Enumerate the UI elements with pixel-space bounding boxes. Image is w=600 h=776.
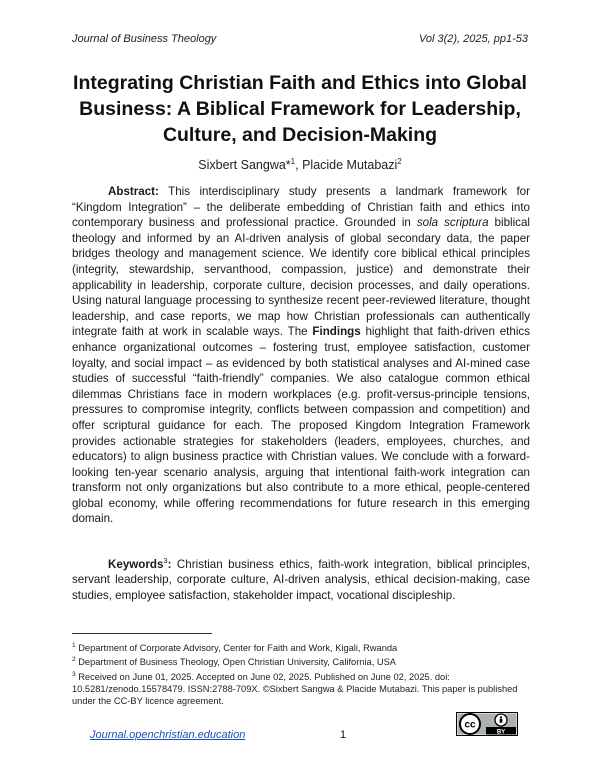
running-header-journal: Journal of Business Theology — [72, 33, 217, 45]
keywords — [72, 553, 530, 604]
footnote-text: Department of Corporate Advisory, Center for Faith and Work, Kigali, Rwanda — [75, 643, 398, 654]
footnote-text: Received on June 01, 2025. Accepted on June 02, 2025. Published on June 02, 2025. doi: 10.5281/zenodo.15578479. ISSN:2788-709X. ©Sixbert Sangwa & Placide Mutabazi. This paper is published under the CC-BY licence agreement. — [72, 671, 518, 707]
keywords-text: Christian business ethics, faith-work integration, biblical principles, servant leadership, corporate culture, AI-driven analysis, ethical decision-making, case studies, employee satisfaction, stakeholder impact, vocational discipleship. — [72, 557, 530, 603]
abstract-text: This interdisciplinary study presents a landmark framework for “Kingdom Integration” – the deliberate embedding of Christian faith and ethics into contemporary business and professional practice. Grounded in — [72, 185, 530, 230]
footnote-mark: 1 — [72, 642, 76, 649]
footnote — [72, 669, 530, 708]
footnote-mark: 1 — [290, 157, 296, 166]
keywords-colon: : — [167, 557, 172, 571]
abstract — [72, 184, 530, 527]
cc-icon-label: cc — [464, 719, 476, 731]
footnote-mark: 2 — [397, 157, 402, 166]
footnote-mark: 3 — [72, 670, 76, 678]
abstract-emphasis: sola scriptura — [416, 216, 489, 230]
footnote-text: Department of Business Theology, Open Christian University, California, USA — [75, 657, 396, 668]
journal-website-link[interactable]: Journal.openchristian.education — [90, 729, 246, 741]
author-name: Placide Mutabazi — [302, 158, 398, 173]
cc-by-license-badge[interactable] — [456, 712, 518, 736]
by-label: BY — [496, 729, 506, 736]
footnote-mark: 3 — [163, 556, 168, 565]
abstract-text: biblical theology and informed by an AI-driven analysis of global secondary data, the paper bridges theology and management science. We identify core biblical ethical principles (integrity, stewardship, servanthood, compassion, justice) and demonstrate their applicability in leadership, corporate culture, decision processes, and daily operations. Using natural language processing to synthesize recent peer-reviewed literature, thought leadership, and case reports, we map how Christian professionals can authentically integrate faith at work in scalable ways. The — [72, 216, 530, 339]
abstract-label: Abstract: — [108, 185, 159, 198]
abstract-findings-label: Findings — [312, 325, 361, 339]
footnotes — [72, 640, 530, 708]
running-header-volume: Vol 3(2), 2025, pp1-53 — [418, 33, 528, 45]
author-separator: , — [295, 158, 303, 173]
footnote-divider — [72, 633, 212, 634]
author-name: Sixbert Sangwa* — [198, 158, 291, 173]
paper-title: Integrating Christian Faith and Ethics into Global Business: A Biblical Framework for Leadership, Culture, and Decision-Making — [73, 72, 527, 146]
abstract-text: highlight that faith-driven ethics enhance organizational outcomes – fostering trust, employee satisfaction, customer loyalty, and social impact – as evidenced by both statistical analyses and AI-mined case studies of successful “faith-friendly” companies. We also catalogue common ethical dilemmas Christians face in modern workplaces (e.g. profit-versus-principle tensions, pressures to compromise integrity, conflicts between compassion and competition) and offer scriptural guidance for each. The proposed Kingdom Integration Framework provides actionable strategies for stakeholders (leaders, employees, churches, and educators) to align business practice with Christian values. We conclude with a forward-looking ten-year scenario analysis, arguing that intentional faith-work integration can transform not only organizations but also contribute to a more ethical, people-centered global economy, while offering recommendations for future research in this emerging domain. — [72, 325, 530, 526]
page-number: 1 — [340, 729, 347, 741]
author-line — [60, 157, 540, 172]
footnote — [72, 640, 530, 654]
footnote-mark: 2 — [72, 656, 76, 664]
footnote — [72, 654, 530, 668]
keywords-label: Keywords — [108, 557, 164, 571]
